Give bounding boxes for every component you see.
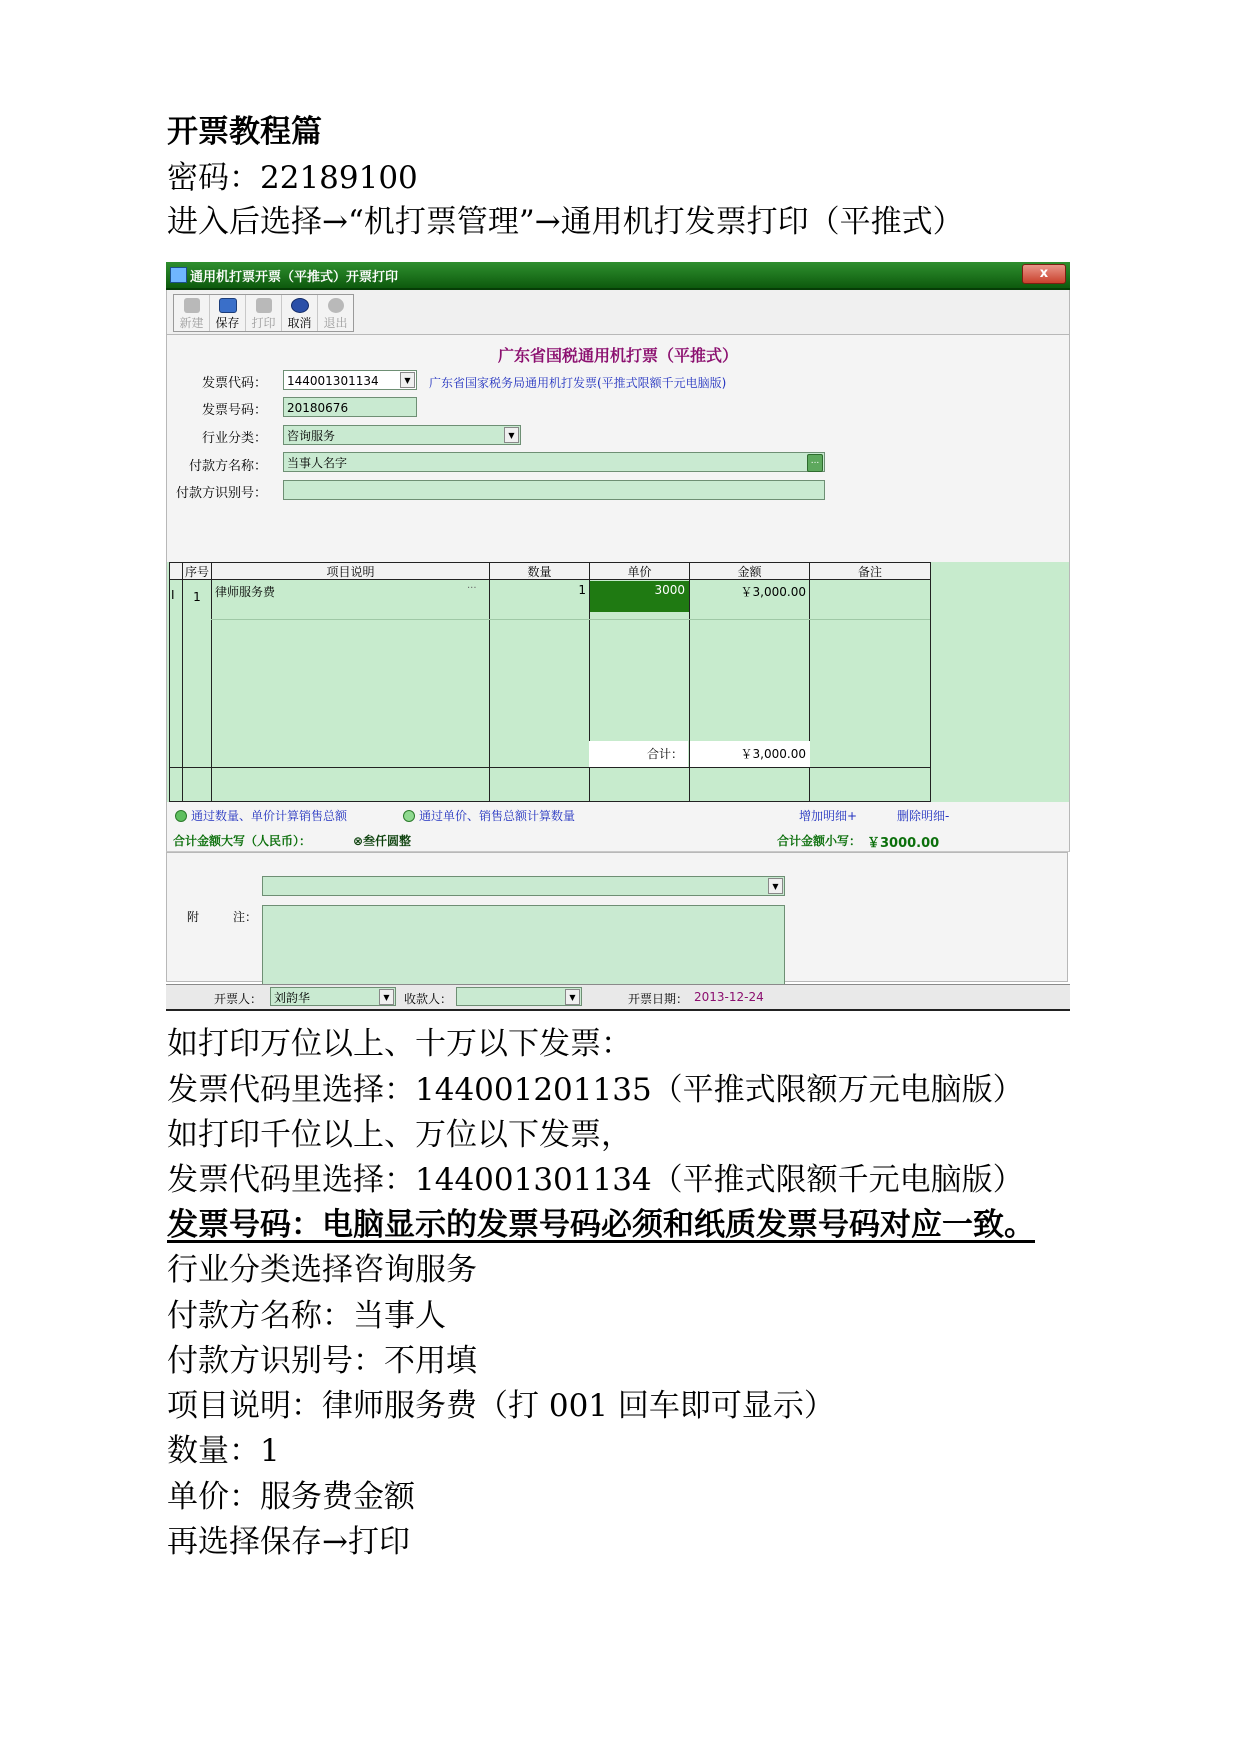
payer-lookup-button[interactable]: ... (807, 454, 823, 472)
grid-header-qty: 数量 (489, 562, 590, 580)
new-label: 新建 (179, 316, 204, 330)
cancel-icon (291, 298, 309, 313)
doc-line-7: 付款方名称：当事人 (167, 1298, 446, 1334)
radio-mode-a[interactable] (175, 810, 187, 822)
doc-line-12: 再选择保存→打印 (167, 1524, 410, 1560)
drawer-value: 刘韵华 (274, 991, 311, 1005)
invoice-no-label: 发票号码： (201, 403, 267, 418)
row-price[interactable]: 3000 (590, 581, 689, 612)
row-item-ellipsis-icon[interactable]: ··· (467, 583, 477, 594)
grid-header-note: 备注 (809, 562, 931, 580)
save-button[interactable] (210, 295, 246, 331)
payer-name-field[interactable]: 当事人名字 (283, 452, 825, 472)
invoice-code-select[interactable] (283, 370, 417, 390)
invoice-code-value: 144001301134 (287, 374, 379, 388)
doc-line-3: 如打印千位以上、万位以下发票， (167, 1117, 632, 1153)
total-upper-value: ⊗叁仟圆整 (353, 834, 412, 848)
payee-label: 收款人： (404, 992, 453, 1006)
row-marker: I (171, 588, 175, 602)
industry-value: 咨询服务 (287, 429, 336, 443)
grid-header-blank (169, 562, 183, 580)
row-qty[interactable]: 1 (578, 583, 586, 597)
exit-icon (328, 298, 344, 313)
cancel-button[interactable] (282, 295, 318, 331)
doc-line-10: 数量：1 (167, 1433, 280, 1469)
payee-select[interactable] (456, 987, 582, 1006)
window-title: 通用机打票开票（平推式）开票打印 (190, 270, 399, 285)
form-title: 广东省国税通用机打票（平推式） (497, 346, 738, 365)
new-icon (184, 298, 200, 313)
new-button[interactable] (174, 295, 210, 331)
remark-template-select[interactable] (262, 876, 785, 896)
chevron-down-icon[interactable]: ▼ (379, 989, 394, 1005)
password-line: 密码：22189100 (167, 160, 418, 196)
toolbar-group (173, 294, 354, 332)
nav-instruction: 进入后选择→“机打票管理”→通用机打发票打印（平推式） (167, 204, 964, 240)
doc-heading: 开票教程篇 (167, 114, 322, 150)
doc-line-1: 如打印万位以上、十万以下发票： (167, 1026, 632, 1062)
doc-line-9: 项目说明：律师服务费（打 001 回车即可显示） (167, 1388, 835, 1424)
item-grid (167, 562, 1069, 802)
remarks-area (166, 852, 1068, 982)
doc-line-4: 发票代码里选择：144001301134（平推式限额千元电脑版） (167, 1162, 1024, 1198)
app-icon (170, 267, 187, 283)
total-lower-value: ￥3000.00 (867, 836, 940, 851)
industry-label: 行业分类： (201, 431, 267, 446)
drawer-label: 开票人： (214, 992, 263, 1006)
chevron-down-icon[interactable]: ▼ (504, 427, 519, 443)
date-label: 开票日期： (628, 992, 689, 1006)
doc-line-11: 单价：服务费金额 (167, 1479, 415, 1515)
remark-textarea[interactable] (262, 905, 785, 993)
payer-id-field[interactable] (283, 480, 825, 500)
exit-button[interactable] (318, 295, 353, 331)
invoice-no-field[interactable]: 20180676 (283, 397, 417, 417)
print-label: 打印 (251, 316, 276, 330)
title-bar (166, 262, 1070, 290)
doc-line-8: 付款方识别号：不用填 (167, 1343, 477, 1379)
save-icon (219, 298, 237, 313)
exit-label: 退出 (323, 316, 348, 330)
date-value: 2013-12-24 (694, 990, 764, 1004)
footer-bar (166, 984, 1070, 1011)
row-item[interactable]: 律师服务费 (215, 585, 276, 599)
save-label: 保存 (215, 316, 240, 330)
drawer-select[interactable] (270, 987, 396, 1006)
cancel-label: 取消 (287, 316, 312, 330)
chevron-down-icon[interactable]: ▼ (400, 372, 415, 388)
total-bar (166, 827, 1070, 852)
chevron-down-icon[interactable]: ▼ (565, 989, 580, 1005)
payer-id-label: 付款方识别号： (175, 486, 267, 501)
mode-b-label[interactable]: 通过单价、销售总额计算数量 (419, 809, 576, 823)
calc-options (166, 803, 1070, 827)
grid-header-item: 项目说明 (211, 562, 490, 580)
delete-detail-link[interactable]: 删除明细- (897, 809, 950, 823)
remark-label-1: 附 (187, 910, 200, 924)
industry-select[interactable] (283, 425, 521, 445)
invoice-code-desc: 广东省国家税务局通用机打发票(平推式限额千元电脑版) (429, 376, 727, 390)
grid-header-amount: 金额 (689, 562, 810, 580)
grid-header-price: 单价 (589, 562, 690, 580)
grid-total-amount: ￥3,000.00 (740, 747, 806, 761)
row-index: 1 (193, 590, 201, 604)
chevron-down-icon[interactable]: ▼ (768, 878, 783, 894)
doc-line-6: 行业分类选择咨询服务 (167, 1252, 477, 1288)
close-button[interactable]: x (1022, 264, 1066, 284)
total-upper-label: 合计金额大写（人民币）： (173, 834, 312, 848)
invoice-form (166, 335, 1070, 803)
print-button[interactable] (246, 295, 282, 331)
add-detail-link[interactable]: 增加明细+ (799, 809, 858, 823)
grid-total-label: 合计： (647, 747, 684, 761)
radio-mode-b[interactable] (403, 810, 415, 822)
payer-name-label: 付款方名称： (188, 459, 267, 474)
row-amount: ￥3,000.00 (740, 585, 806, 599)
mode-a-label[interactable]: 通过数量、单价计算销售总额 (191, 809, 348, 823)
toolbar (166, 290, 1070, 335)
print-icon (256, 298, 272, 313)
grid-header-index: 序号 (182, 562, 212, 580)
doc-line-5: 发票号码：电脑显示的发票号码必须和纸质发票号码对应一致。 (167, 1207, 1035, 1243)
invoice-code-label: 发票代码： (201, 376, 267, 391)
remark-label-2: 注： (233, 910, 258, 924)
total-lower-label: 合计金额小写： (777, 834, 862, 848)
doc-line-2: 发票代码里选择：144001201135（平推式限额万元电脑版） (167, 1072, 1024, 1108)
invoice-window (166, 262, 1070, 1008)
